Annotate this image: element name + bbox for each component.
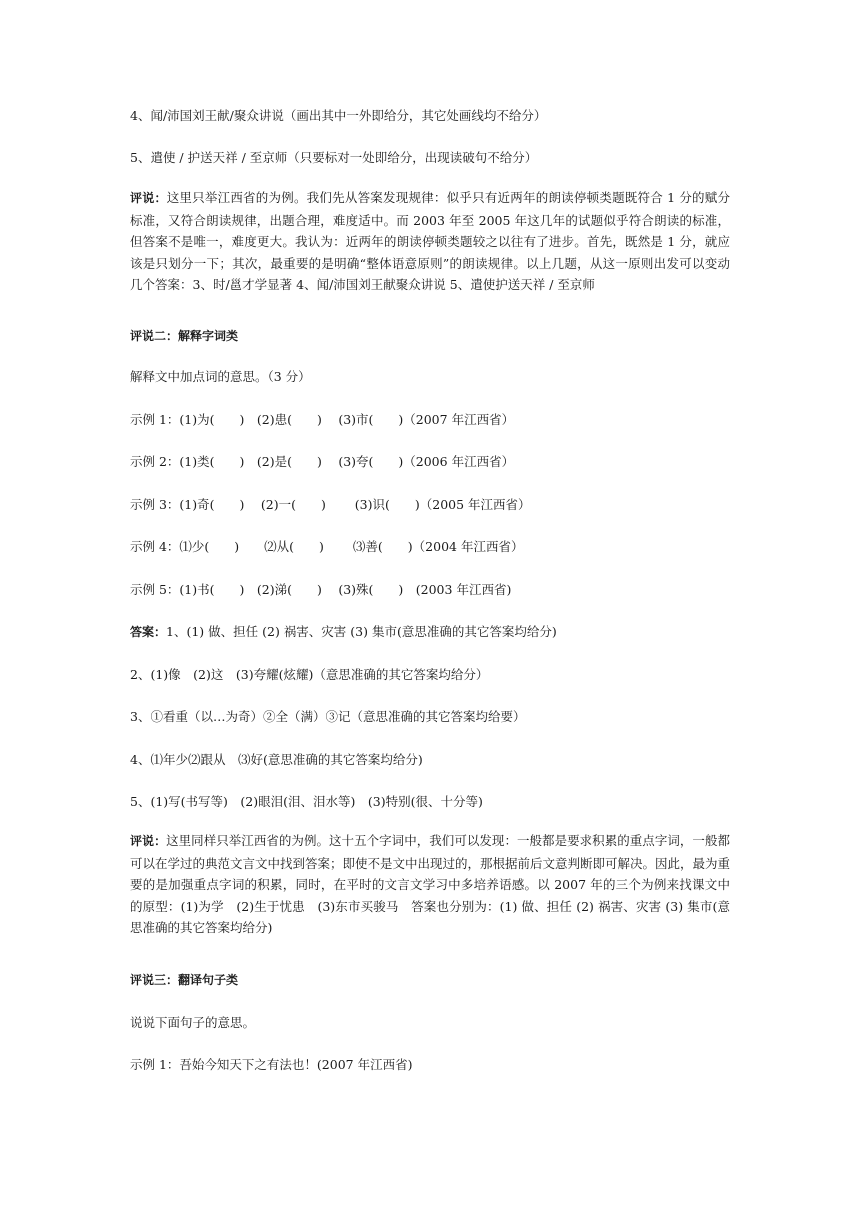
instruction-text: 说说下面句子的意思。 (130, 1015, 256, 1030)
section-heading-2: 评说二：解释字词类 (130, 329, 239, 343)
answer-line-5: 5、遣使 / 护送天祥 / 至京师（只要标对一处即给分，出现读破句不给分） (130, 150, 538, 165)
section-heading-3: 评说三：翻译句子类 (130, 973, 239, 987)
answer-line: 3、①看重（以…为奇）②全（满）③记（意思准确的其它答案均给要） (130, 709, 526, 724)
answer-line: 4、⑴年少⑵跟从 ⑶好(意思准确的其它答案均给分) (130, 752, 423, 767)
comment-paragraph-1 (130, 187, 730, 296)
comment-paragraph-2 (130, 830, 730, 939)
answer-label: 答案： (130, 625, 167, 639)
comment-label: 评说： (130, 191, 167, 205)
example-line: 示例 3：(1)奇( ) (2)一( ) (3)识( )（2005 年江西省） (130, 497, 531, 512)
comment-label: 评说： (130, 834, 167, 848)
answer-line: 2、(1)像 (2)这 (3)夸耀(炫耀)（意思准确的其它答案均给分） (130, 667, 489, 682)
example-line: 示例 1：(1)为( ) (2)患( ) (3)市( )（2007 年江西省） (130, 412, 515, 427)
answer-text: 1、(1) 做、担任 (2) 祸害、灾害 (3) 集市(意思准确的其它答案均给分) (166, 624, 557, 639)
comment-text: 这里只举江西省的为例。我们先从答案发现规律：似乎只有近两年的朗读停顿类题既符合 1 分的赋分标准，又符合朗读规律，出题合理，难度适中。而 2003 年至 2005 年这几年的试题似乎符合朗读的标准，但答案不是唯一，难度更大。我认为：近两年的朗读停顿类题较之以往有了进步。首先，既然是 1 分，就应该是只划分一下；其次，最重要的是明确“整体语意原则”的朗读规律。以上几题，从这一原则出发可以变动几个答案：3、时/邕才学显著 4、闻/沛国刘王献聚众讲说 5、遣使护送天祥 / 至京师 (130, 190, 730, 292)
example-line: 示例 4：⑴少( ) ⑵从( ) ⑶善( )（2004 年江西省） (130, 539, 524, 554)
comment-text: 这里同样只举江西省的为例。这十五个字词中，我们可以发现：一般都是要求积累的重点字词，一般都可以在学过的典范文言文中找到答案；即使不是文中出现过的，那根据前后文意判断即可解决。因此，最为重要的是加强重点字词的积累，同时，在平时的文言文学习中多培养语感。以 2007 年的三个为例来找课文中的原型：(1)为学 (2)生于忧患 (3)东市买骏马 答案也分别为：(1) 做、担任 (2) 祸害、灾害 (3) 集市(意思准确的其它答案均给分) (130, 833, 731, 935)
answer-first-line (130, 622, 730, 642)
instruction-text: 解释文中加点词的意思。（3 分） (130, 369, 311, 384)
answer-line-4: 4、闻/沛国刘王献/聚众讲说（画出其中一外即给分，其它处画线均不给分） (130, 108, 547, 123)
example-line: 示例 5：(1)书( ) (2)涕( ) (3)殊( ) (2003 年江西省) (130, 582, 512, 597)
example-line: 示例 1：吾始今知天下之有法也！(2007 年江西省) (130, 1057, 413, 1072)
example-line: 示例 2：(1)类( ) (2)是( ) (3)夸( )（2006 年江西省） (130, 454, 515, 469)
answer-line: 5、(1)写(书写等) (2)眼泪(泪、泪水等) (3)特别(很、十分等) (130, 794, 483, 809)
